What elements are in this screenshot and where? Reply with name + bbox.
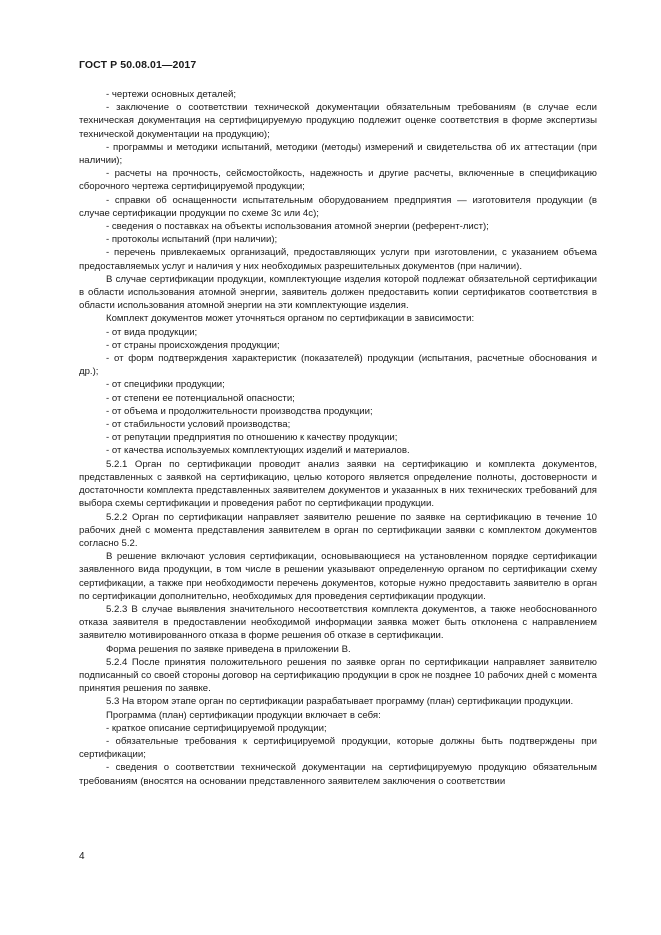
document-body: [79, 88, 597, 788]
page-number: 4: [79, 851, 85, 862]
paragraph: - расчеты на прочность, сейсмостойкость, надежность и другие расчеты, включенные в спецификацию сборочного чертежа сертифицируемой продукции;: [79, 168, 597, 193]
paragraph: - от вида продукции;: [106, 326, 198, 338]
paragraph: - программы и методики испытаний, методики (методы) измерений и свидетельства об их аттестации (при наличии);: [79, 141, 597, 167]
paragraph: - перечень привлекаемых организаций, предоставляющих услуги при изготовлении, с указанием объема предоставляемых услуг и наличия у них необходимых разрешительных документов (при наличии).: [79, 247, 597, 272]
paragraph: 5.2.3 В случае выявления значительного несоответствия комплекта документов, а также необоснованного отказа заявителя в предоставлении необходимой информации заявка может быть отклонена с направлением заявителю мотивированного отказа в форме решения об отказе в сертификации.: [79, 603, 597, 642]
paragraph: - протоколы испытаний (при наличии);: [106, 234, 278, 246]
paragraph: - от страны происхождения продукции;: [106, 339, 280, 351]
paragraph: Форма решения по заявке приведена в приложении В.: [106, 643, 351, 655]
paragraph: - от качества используемых комплектующих изделий и материалов.: [106, 445, 410, 457]
document-header: ГОСТ Р 50.08.01—2017: [79, 59, 197, 71]
paragraph: - от специфики продукции;: [106, 379, 225, 391]
paragraph: - от стабильности условий производства;: [106, 419, 291, 431]
paragraph: - от объема и продолжительности производства продукции;: [106, 405, 373, 417]
paragraph: Программа (план) сертификации продукции включает в себя:: [106, 709, 381, 721]
paragraph: 5.2.4 После принятия положительного решения по заявке орган по сертификации направляет заявителю подписанный со своей стороны договор на сертификацию продукции в срок не позднее 10 рабочих дней с момента принятия решения по заявке.: [79, 656, 597, 695]
paragraph: 5.2.2 Орган по сертификации направляет заявителю решение по заявке на сертификацию в течение 10 рабочих дней с момента представления заявителем в орган по сертификации заявки с комплектом документов согласно 5.2.: [79, 511, 597, 549]
paragraph: - сведения о поставках на объекты использования атомной энергии (референт-лист);: [106, 221, 489, 233]
paragraph: 5.3 На втором этапе орган по сертификации разрабатывает программу (план) сертификации продукции.: [106, 696, 574, 708]
paragraph: - краткое описание сертифицируемой продукции;: [106, 722, 327, 734]
paragraph: - обязательные требования к сертифицируемой продукции, которые должны быть подтверждены при сертификации;: [79, 735, 597, 761]
paragraph: 5.2.1 Орган по сертификации проводит анализ заявки на сертификацию и комплекта документов, представленных с заявкой на сертификацию, целью которого является определение полноты, достоверности и достаточности комплекта представленных заявителем документов и указанных в них технических требований для выбора схемы сертификации и проведения работ по сертификации продукции.: [79, 458, 597, 510]
paragraph: В случае сертификации продукции, комплектующие изделия которой подлежат обязательной сертификации в области использования атомной энергии, заявитель должен предоставить копии сертификатов соответствия в области использования атомной энергии на эти комплектующие изделия.: [79, 273, 597, 312]
paragraph: - справки об оснащенности испытательным оборудованием предприятия — изготовителя продукции (в случае сертификации продукции по схеме 3с или 4с);: [79, 194, 597, 219]
paragraph: - чертежи основных деталей;: [106, 89, 236, 100]
paragraph: - заключение о соответствии технической документации обязательным требованиям (в случае если техническая документация на сертифицируемую продукцию подлежит оценке соответствия в форме экспертизы технической документации на продукцию);: [79, 102, 597, 140]
paragraph: - от репутации предприятия по отношению к качеству продукции;: [106, 432, 398, 444]
paragraph: - от форм подтверждения характеристик (показателей) продукции (испытания, расчетные обоснования и др.);: [79, 353, 597, 378]
paragraph: - от степени ее потенциальной опасности;: [106, 392, 295, 404]
paragraph: Комплект документов может уточняться органом по сертификации в зависимости:: [106, 313, 475, 325]
paragraph: В решение включают условия сертификации, основывающиеся на установленном порядке сертификации заявленного вида продукции, в том числе в решении указывают определенную органом по сертификации схему сертификации, а также при необходимости перечень документов, которые нужно предоставить заявителю в орган по сертификации дополнительно, необходимых для проведения сертификации продукции.: [79, 551, 597, 602]
paragraph: - сведения о соответствии технической документации на сертифицируемую продукцию обязательным требованиям (вносятся на основании представленного заявителем заключения о соответствии: [79, 762, 597, 787]
